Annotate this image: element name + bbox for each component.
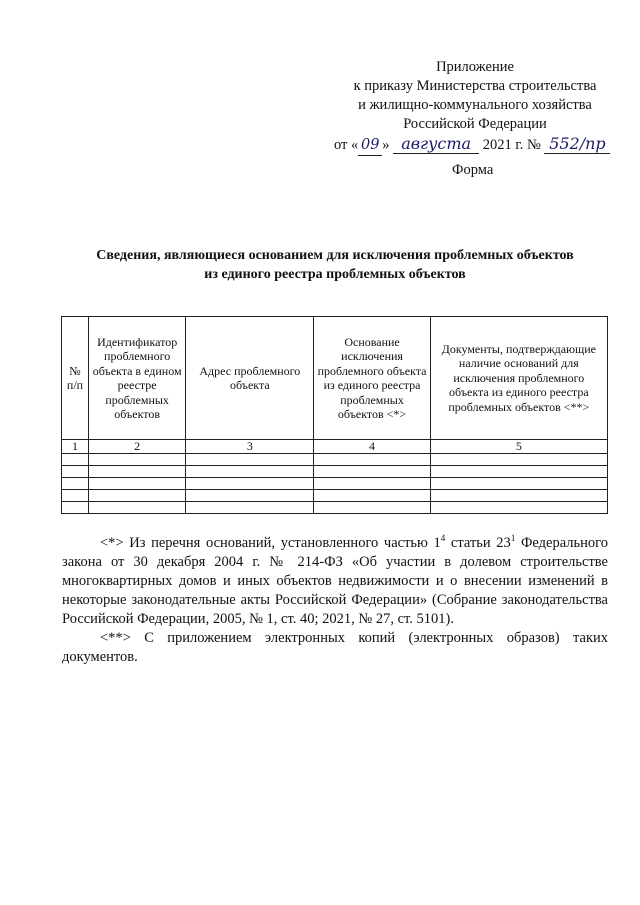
handwritten-day: 09: [358, 136, 382, 156]
order-line-3: Российской Федерации: [403, 116, 547, 132]
table-row: [62, 466, 608, 478]
footnote-1-superscript-2: 1: [510, 533, 516, 544]
footnote-1-part-b: статьи 23: [445, 535, 511, 551]
header-documents: Документы, подтверждающие наличие оснований для исключения проблемного объекта из единого реестра проблемных объектов <**>: [430, 317, 607, 440]
order-line-1: к приказу Министерства строительства: [353, 78, 597, 94]
column-number: 3: [186, 440, 314, 454]
footnote-1-superscript-1: 4: [440, 533, 446, 544]
order-date-line: [330, 134, 620, 156]
footnote-2: <**> С приложением электронных копий (электронных образов) таких документов.: [62, 630, 608, 665]
info-table: [61, 316, 608, 514]
column-number: 4: [314, 440, 430, 454]
year-text: 2021 г. №: [482, 137, 541, 153]
column-number: 1: [62, 440, 89, 454]
column-number: 5: [430, 440, 607, 454]
table-row: [62, 454, 608, 466]
table-row: [62, 478, 608, 490]
form-label: Форма: [452, 162, 494, 178]
header-identifier: Идентификатор проблемного объекта в едином реестре проблемных объектов: [89, 317, 186, 440]
table-row: [62, 502, 608, 514]
footnote-1-part-c: Федерального закона от 30 декабря 2004 г. № 214-ФЗ «Об участии в долевом строительстве многоквартирных домов и иных объектов недвижимости и о внесении изменений в некоторые законодательные акты Российской Федерации» (Собрание законодательства Российской Федерации, 2005, № 1, ст. 40; 2021, № 27, ст. 5101).: [62, 535, 608, 627]
table-row: [62, 490, 608, 502]
title-line-1: Сведения, являющиеся основанием для исключения проблемных объектов: [96, 248, 574, 263]
footnotes: [62, 534, 608, 667]
appendix-header: [330, 58, 620, 156]
date-prefix: от «: [334, 137, 359, 153]
footnote-1: [62, 534, 608, 629]
column-number: 2: [89, 440, 186, 454]
date-mid: »: [382, 137, 390, 153]
table-header-row: [62, 317, 608, 440]
handwritten-order-number: 552/пр: [544, 134, 610, 154]
handwritten-month: августа: [393, 134, 479, 154]
header-number: № п/п: [62, 317, 89, 440]
document-title: [40, 246, 630, 284]
appendix-label: Приложение: [436, 59, 514, 75]
order-line-2: и жилищно-коммунального хозяйства: [358, 97, 592, 113]
header-address: Адрес проблемного объекта: [186, 317, 314, 440]
header-basis: Основание исключения проблемного объекта из единого реестра проблемных объектов <*>: [314, 317, 430, 440]
column-number-row: [62, 440, 608, 454]
title-line-2: из единого реестра проблемных объектов: [204, 267, 466, 282]
footnote-1-part-a: <*> Из перечня оснований, установленного частью 1: [100, 535, 441, 551]
